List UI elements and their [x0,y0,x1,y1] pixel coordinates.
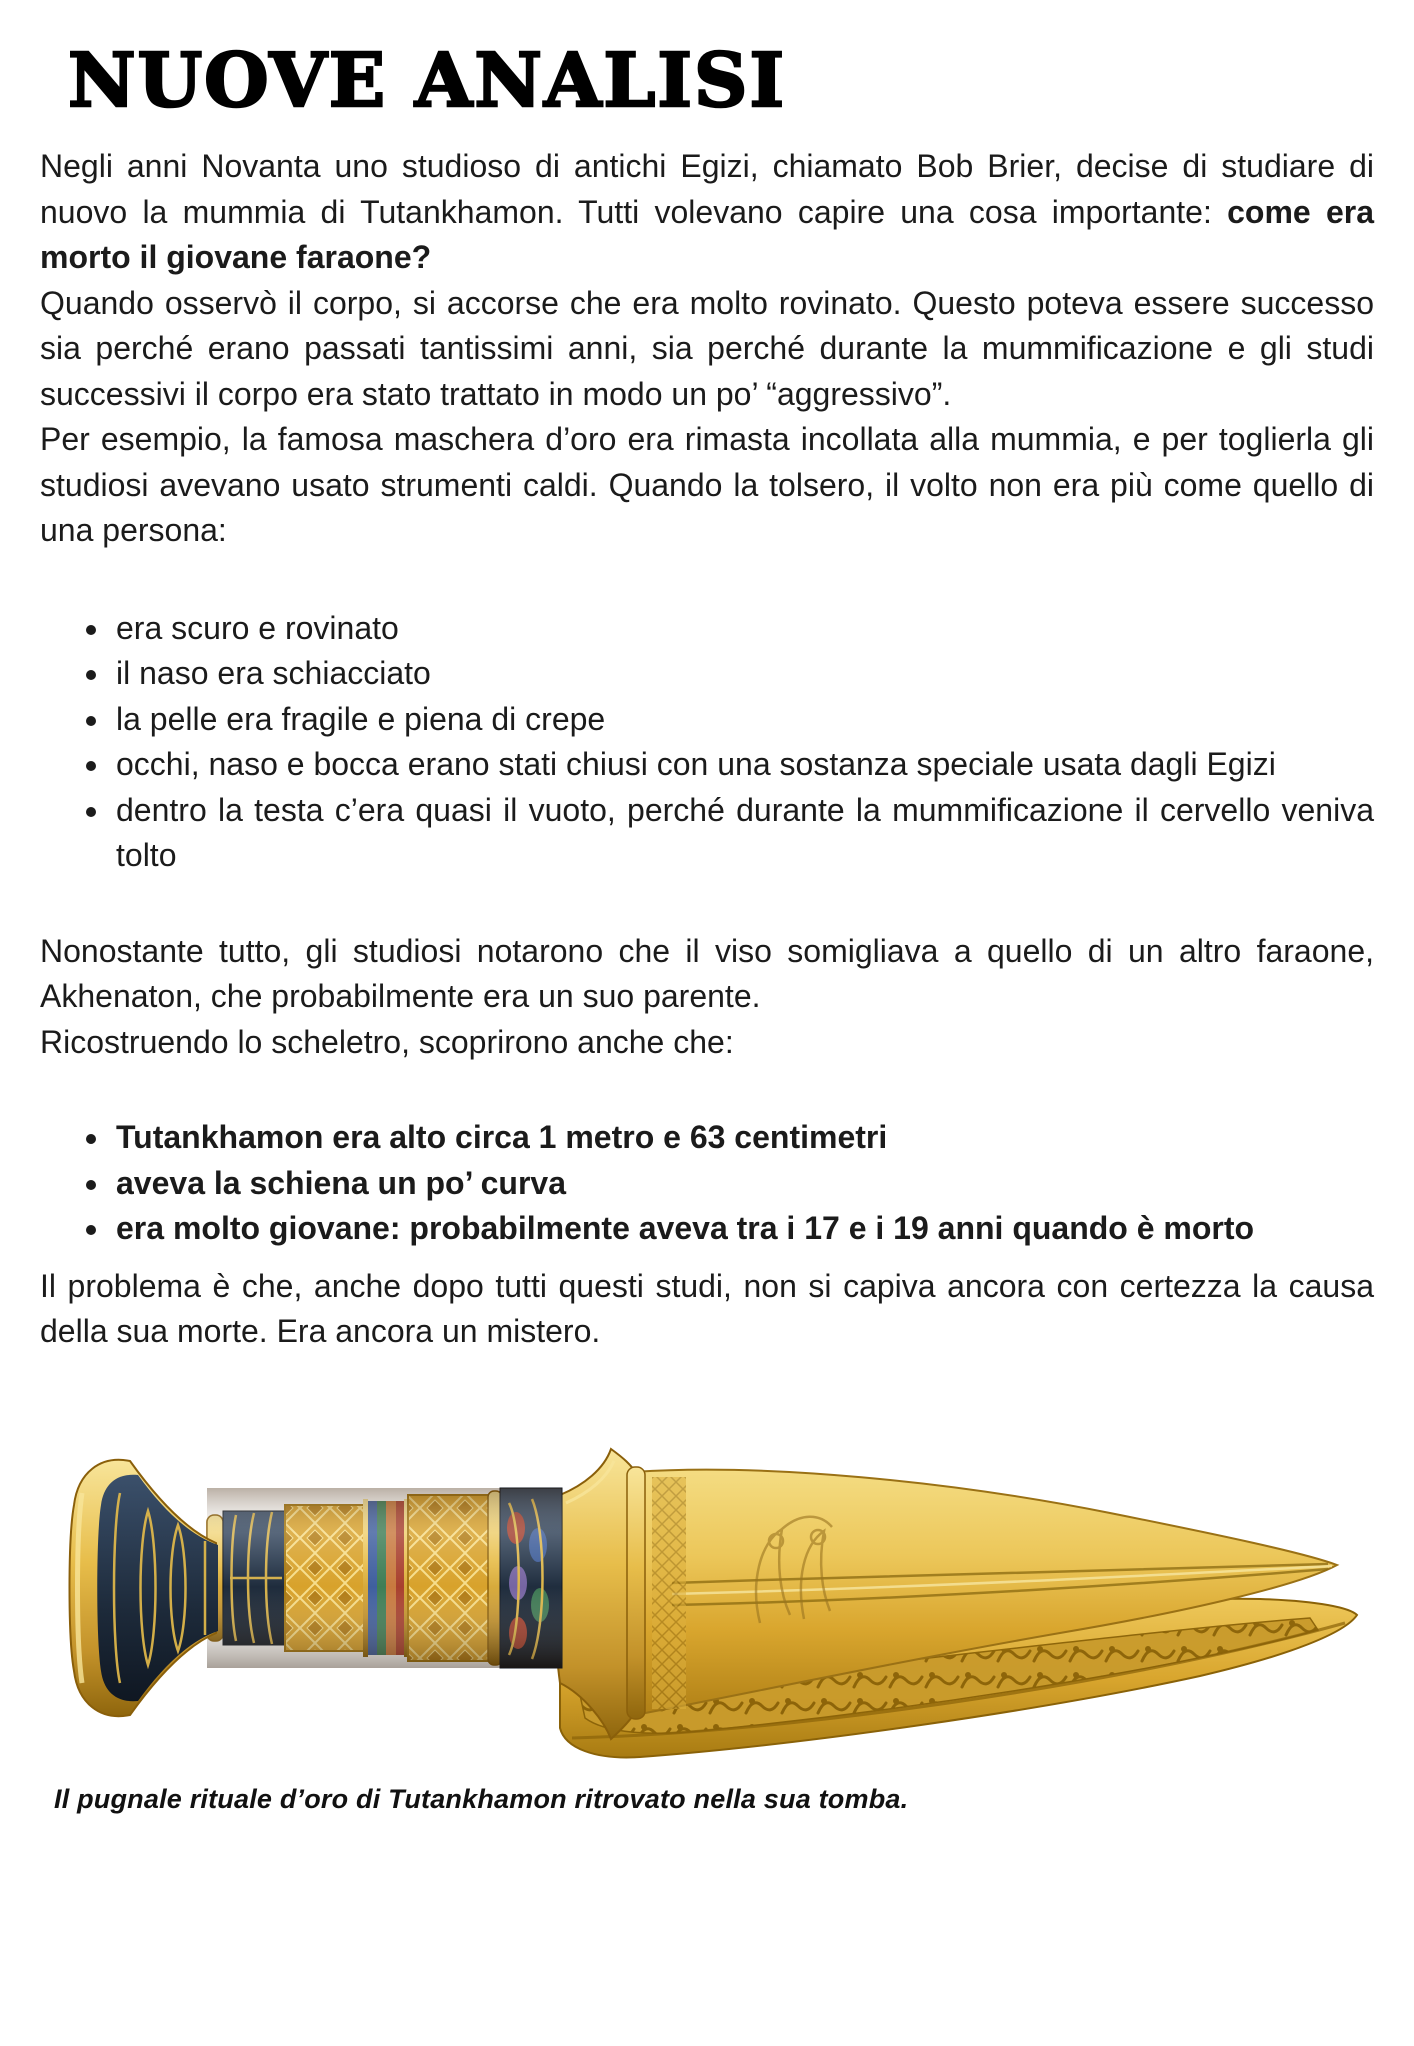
dagger-figure [54,1433,1374,1815]
face-condition-list [40,606,1374,879]
list-item: • dentro la testa c’era quasi il vuoto, perché durante la mummificazione il cervello veniva tolto [112,788,1374,879]
dagger-pommel [70,1460,219,1716]
intro-question-bold: come era morto il giovane faraone? [40,193,1375,276]
dagger-image [60,1433,1395,1778]
list-item: • Tutankhamon era alto circa 1 metro e 63 centimetri [112,1115,1374,1161]
paragraph-body-condition: Quando osservò il corpo, si accorse che era molto rovinato. Questo poteva essere successo sia perché erano passati tantissimi anni, sia perché durante la mummificazione e gli studi successivi il corpo era stato trattato in modo un po’ “aggressivo”. [40,284,1374,412]
list-item: • era scuro e rovinato [112,606,1374,652]
list-item: • la pelle era fragile e piena di crepe [112,697,1374,743]
list-item: • aveva la schiena un po’ curva [112,1161,1374,1207]
paragraph-mask: Per esempio, la famosa maschera d’oro era rimasta incollata alla mummia, e per toglierla gli studiosi avevano usato strumenti caldi. Quando la tolsero, il volto non era più come quello di una persona: [40,421,1374,549]
intro-text: Negli anni Novanta uno studioso di antichi Egizi, chiamato Bob Brier, decise di studiare di nuovo la mummia di Tutankhamon. Tutti volevano capire una cosa importante: [40,148,1374,230]
dagger-grip [207,1488,562,1668]
body-text [40,144,1374,1355]
findings-list [40,1115,1374,1252]
list-item: • occhi, naso e bocca erano stati chiusi con una sostanza speciale usata dagli Egizi [112,742,1374,788]
paragraph-skeleton-intro: Ricostruendo lo scheletro, scoprirono anche che: [40,1023,734,1060]
paragraph-akhenaton: Nonostante tutto, gli studiosi notarono che il viso somigliava a quello di un altro faraone, Akhenaton, che probabilmente era un suo parente. [40,932,1374,1015]
figure-caption: Il pugnale rituale d’oro di Tutankhamon ritrovato nella sua tomba. [54,1783,909,1814]
paragraph-mystery: Il problema è che, anche dopo tutti questi studi, non si capiva ancora con certezza la causa della sua morte. Era ancora un mistero. [40,1267,1374,1350]
list-item: • il naso era schiacciato [112,651,1374,697]
paragraph-intro [40,144,1374,281]
page-title: NUOVE ANALISI [68,38,787,124]
worksheet-page [0,38,1414,1815]
list-item: • era molto giovane: probabilmente aveva tra i 17 e i 19 anni quando è morto [112,1206,1374,1252]
